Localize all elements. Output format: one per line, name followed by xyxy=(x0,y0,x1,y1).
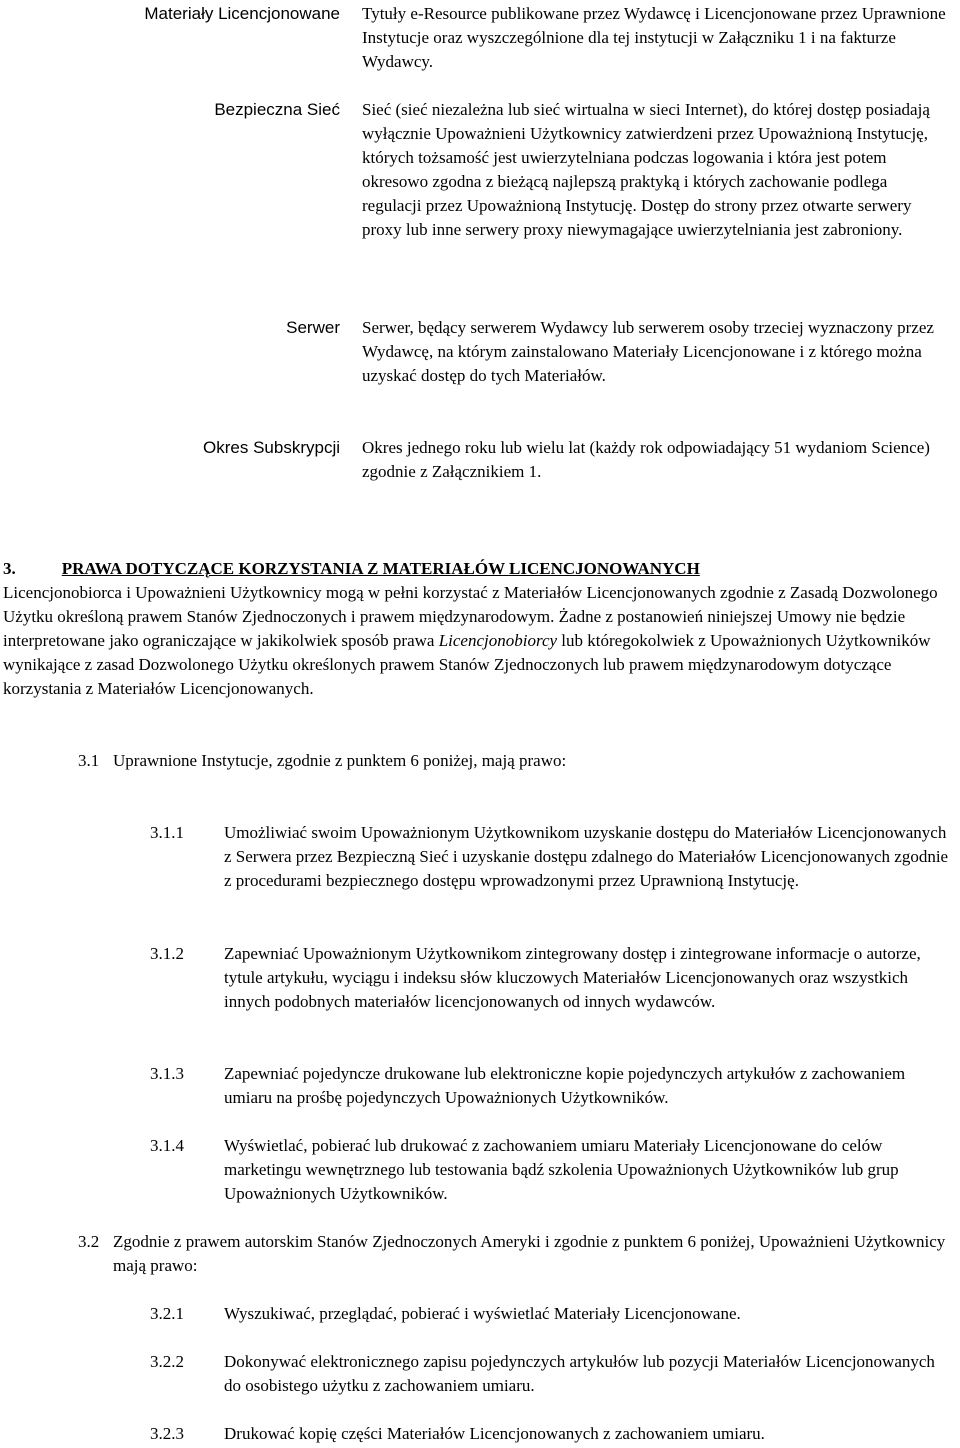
clause-3-1-3-text: Zapewniać pojedyncze drukowane lub elektroniczne kopie pojedynczych artykułów z zachowaniem umiaru na prośbę pojedynczych Upoważnionych Użytkowników. xyxy=(224,1064,906,1107)
definition-term-subscription-period: Okres Subskrypcji xyxy=(203,438,340,457)
section-intro-licensee: Licencjonobiorcy xyxy=(438,631,558,650)
definition-term-secure-network: Bezpieczna Sieć xyxy=(214,100,340,119)
section-number: 3. xyxy=(3,559,16,578)
clause-3-1-number: 3.1 xyxy=(78,751,100,770)
clause-3-1-4-text: Wyświetlać, pobierać lub drukować z zachowaniem umiaru Materiały Licencjonowane do celów marketingu wewnętrznego lub testowania bądź szkolenia Upoważnionych Użytkowników lub grup Upoważnionych Użytkowników. xyxy=(224,1136,899,1203)
definition-text-server: Serwer, będący serwerem Wydawcy lub serwerem osoby trzeciej wyznaczony przez Wydawcę, na którym zainstalowano Materiały Licencjonowane i z którego można uzyskać dostęp do tych Materiałów. xyxy=(362,318,934,385)
clause-3-2-1-number: 3.2.1 xyxy=(150,1304,184,1323)
section-intro-paragraph xyxy=(3,581,958,701)
clause-3-2-3-text: Drukować kopię części Materiałów Licencjonowanych z zachowaniem umiaru. xyxy=(224,1424,765,1443)
clause-3-1-2-number: 3.1.2 xyxy=(150,944,184,963)
section-title: PRAWA DOTYCZĄCE KORZYSTANIA Z MATERIAŁÓW LICENCJONOWANYCH xyxy=(61,559,700,578)
clause-3-2-number: 3.2 xyxy=(78,1232,100,1251)
clause-3-2-2-text: Dokonywać elektronicznego zapisu pojedynczych artykułów lub pozycji Materiałów Licencjonowanych do osobistego użytku z zachowaniem umiaru. xyxy=(224,1352,935,1395)
definition-term-server: Serwer xyxy=(286,318,340,337)
clause-3-2-1-text: Wyszukiwać, przeglądać, pobierać i wyświetlać Materiały Licencjonowane. xyxy=(224,1304,741,1323)
section-intro-part1: Licencjonobiorca i Upoważnieni Użytkownicy mogą w pełni korzystać z Materiałów Licencjonowanych zgodnie z Zasadą Dozwolonego Użytku określoną prawem Stanów Zjednoczonych i prawem międzynarodowym. Żadne z postanowień niniejszej Umowy nie będzie interpretowane jako ograniczające w jakikolwiek sposób prawa xyxy=(3,583,938,650)
clause-3-1-4-number: 3.1.4 xyxy=(150,1136,184,1155)
clause-3-2-2-number: 3.2.2 xyxy=(150,1352,184,1371)
section-intro-part2: lub któregokolwiek z Upoważnionych Użytkowników wynikające z zasad Dozwolonego Użytku określonych prawem Stanów Zjednoczonych lub prawem międzynarodowym dotyczące korzystania z Materiałów Licencjonowanych. xyxy=(3,631,931,698)
clause-3-1-1-text: Umożliwiać swoim Upoważnionym Użytkownikom uzyskanie dostępu do Materiałów Licencjonowanych z Serwera przez Bezpieczną Sieć i uzyskanie dostępu zdalnego do Materiałów Licencjonowanych zgodnie z procedurami bezpiecznego dostępu wprowadzonymi przez Uprawnioną Instytucję. xyxy=(224,823,949,890)
clause-3-2-text: Zgodnie z prawem autorskim Stanów Zjednoczonych Ameryki i zgodnie z punktem 6 poniżej, Upoważnieni Użytkownicy mają prawo: xyxy=(113,1232,946,1275)
clause-3-2-3-number: 3.2.3 xyxy=(150,1424,184,1443)
clause-3-1-text: Uprawnione Instytucje, zgodnie z punktem 6 poniżej, mają prawo: xyxy=(113,751,567,770)
definition-text-licensed-materials: Tytuły e-Resource publikowane przez Wydawcę i Licencjonowane przez Uprawnione Instytucje oraz wyszczególnione dla tej instytucji w Załączniku 1 i na fakturze Wydawcy. xyxy=(362,4,946,71)
section-heading xyxy=(3,557,700,581)
definition-term-licensed-materials: Materiały Licencjonowane xyxy=(144,4,340,23)
definition-text-subscription-period: Okres jednego roku lub wielu lat (każdy rok odpowiadający 51 wydaniom Science) zgodnie z Załącznikiem 1. xyxy=(362,438,930,481)
definition-text-secure-network: Sieć (sieć niezależna lub sieć wirtualna w sieci Internet), do której dostęp posiadają wyłącznie Upoważnieni Użytkownicy zatwierdzeni przez Upoważnioną Instytucję, których tożsamość jest uwierzytelniana podczas logowania i która jest potem okresowo zgodna z bieżącą najlepszą praktyką i których zachowanie podlega regulacji przez Upoważnioną Instytucję. Dostęp do strony przez otwarte serwery proxy lub inne serwery proxy niewymagające uwierzytelniania jest zabroniony. xyxy=(362,100,930,239)
clause-3-1-3-number: 3.1.3 xyxy=(150,1064,184,1083)
clause-3-1-1-number: 3.1.1 xyxy=(150,823,184,842)
clause-3-1-2-text: Zapewniać Upoważnionym Użytkownikom zintegrowany dostęp i zintegrowane informacje o autorze, tytule artykułu, wyciągu i indeksu słów kluczowych Materiałów Licencjonowanych oraz wszystkich innych podobnych materiałów licencjonowanych od innych wydawców. xyxy=(224,944,921,1011)
